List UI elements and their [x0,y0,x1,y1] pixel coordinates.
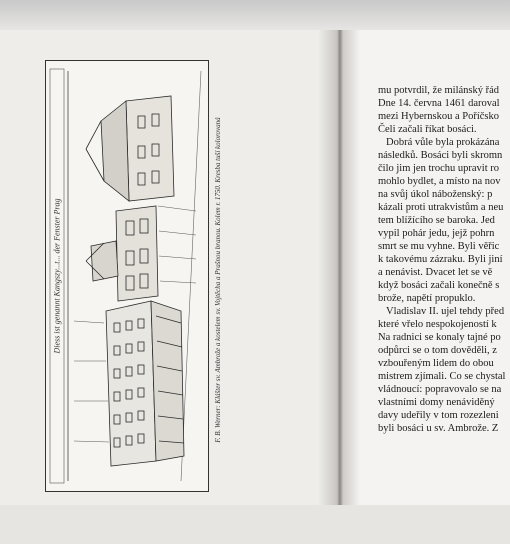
text-line: davy udeřily v tom rozezleni [378,410,499,421]
plate-inscription: Diess ist genannt Kangszy...t... der Fenster Prag [52,198,62,354]
text-line: a nenávist. Dvacet let se vě [378,267,493,278]
text-line: když bosáci začali konečně s [378,280,500,291]
text-line: Dobrá vůle byla prokázána [386,137,500,148]
text-line: čilo jim jen trochu upravit ro [378,163,500,174]
text-line: mu potvrdil, že milánský řád [378,85,500,96]
book-gutter [318,0,360,544]
text-line: mohlo bydlet, a místo na nov [378,176,501,187]
text-line: brože, napětí propuklo. [378,293,476,304]
church-tower [86,206,158,301]
text-line: vládnoucí: popravovalo se na [378,384,502,395]
text-line: odpůrci se o tom dověděli, z [378,345,497,356]
text-line: Dne 14. června 1461 daroval [378,98,500,109]
plate-caption: F. B. Werner: Klášter sv. Ambrože a kostelem sv. Vojtěcha a Prašnou branou. Kolem r. 1750. Kresba tuší kolorovaná [214,117,222,443]
text-line: kázali proti utrakvistům a neu [378,202,504,213]
plate-caption-area [208,70,228,490]
text-line: byli bosáci u sv. Ambrože. Z [378,423,499,434]
text-line: následků. Bosáci byli skromn [378,150,503,161]
text-line: Čeli začali říkat bosáci. [378,124,477,135]
text-line: smrt se mu vyhne. Byli věřic [378,241,500,252]
text-line: k takovému zázraku. Byli jiní [378,254,503,265]
right-page-text [378,84,510,434]
monastery-drawing [46,61,208,491]
text-line: tem blížícího se baroka. Jed [378,215,495,226]
text-line: mezi Hybernskou a Poříčsko [378,111,500,122]
powder-tower [86,96,174,201]
building-main [106,301,184,466]
text-line: Na radnici se konaly tajné po [378,332,501,343]
text-line: vzbouřeným lidem do obou [378,358,494,369]
text-line: mistrem zjímali. Co se chystal [378,371,506,382]
monastery-illustration [45,60,209,492]
bottom-edge [0,505,510,544]
top-edge [0,0,510,30]
text-line: Vladislav II. ujel tehdy před [386,306,505,317]
text-line: které vřelo nespokojeností k [378,319,497,330]
text-line: vlastními domy nenáviděný [378,397,495,408]
text-line: vypil pohár jedu, jejž pohrn [378,228,495,239]
text-line: na svůj úkol náboženský: p [378,189,493,200]
